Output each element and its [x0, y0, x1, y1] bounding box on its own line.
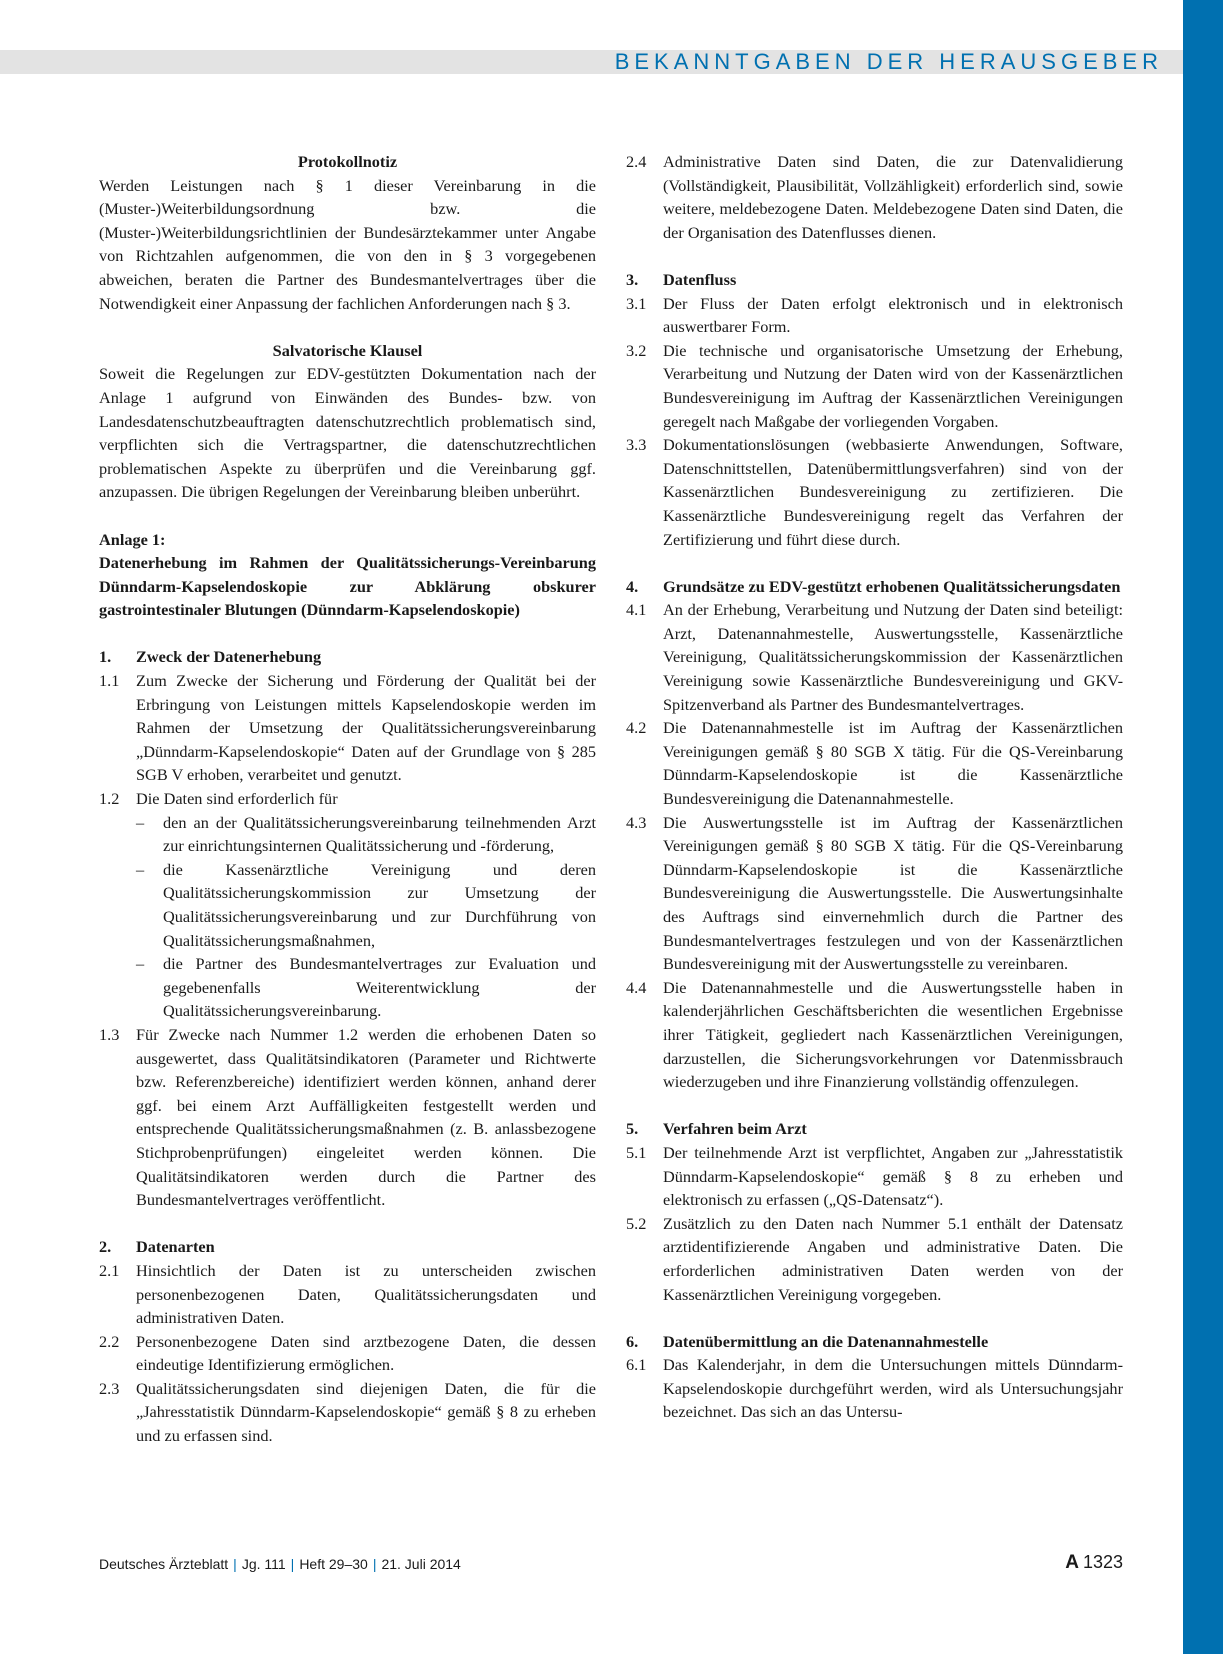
dash-list-item [99, 858, 596, 952]
section-heading [99, 1235, 596, 1259]
footer-separator: | [290, 1556, 295, 1572]
clause-item [626, 1212, 1123, 1306]
right-column [626, 150, 1123, 1424]
section-heading [99, 645, 596, 669]
section-title: Zweck der Datenerhebung [136, 647, 322, 667]
clause-text: Administrative Daten sind Daten, die zur Datenvalidierung (Vollständigkeit, Plausibilität, Vollzähligkeit) erforderlich sind, sowie weitere, meldebezogene Daten. Meldebezogene Daten sind Daten, die der Organisation des Datenflusses dienen. [663, 152, 1123, 242]
clause-text: Der Fluss der Daten erfolgt elektronisch und in elektronisch auswertbarer Form. [663, 293, 1123, 337]
page-section-header: BEKANNTGABEN DER HERAUSGEBER [614, 49, 1163, 74]
clause-number: 5.1 [626, 1142, 647, 1162]
clause-item [626, 1353, 1123, 1424]
footer-separator: | [372, 1556, 377, 1572]
clause-item [626, 150, 1123, 244]
section-heading [626, 268, 1123, 292]
clause-item [626, 339, 1123, 433]
dash-mark: – [136, 954, 145, 974]
side-color-bar [1183, 0, 1223, 1654]
section-number: 2. [99, 1237, 112, 1257]
clause-text: Qualitätssicherungsdaten sind diejenigen Daten, die für die „Jahresstatistik Dünndarm-Kapselendoskopie“ gemäß § 8 zu erheben und zu erfassen sind. [136, 1378, 596, 1446]
clause-item [99, 1259, 596, 1330]
section-title: Verfahren beim Arzt [663, 1119, 807, 1139]
footer-citation [99, 1556, 461, 1572]
clause-text: Die Auswertungsstelle ist im Auftrag der Kassenärztlichen Vereinigungen gemäß § 80 SGB X tätig. Für die QS-Vereinbarung Dünndarm-Kapselendoskopie ist die Kassenärztliche Bundesvereinigung die Auswertungsstelle. Die Auswertungsinhalte des Auftrags sind einvernehmlich durch die Partner des Bundesmantelvertrages festzulegen und von der Kassenärztlichen Bundesvereinigung mit der Auswertungsstelle zu vereinbaren. [663, 812, 1123, 974]
clause-item [626, 1141, 1123, 1212]
clause-number: 4.3 [626, 812, 647, 832]
section-number: 3. [626, 269, 639, 289]
journal-volume: Jg. 111 [241, 1556, 286, 1572]
dash-text: die Kassenärztliche Vereinigung und deren Qualitätssicherungskommission zur Umsetzung der Qualitätssicherungsvereinbarung und zur Durchführung von Qualitätssicherungsmaßnahmen, [163, 859, 596, 950]
clause-text: Zusätzlich zu den Daten nach Nummer 5.1 enthält der Datensatz arztidentifizierende Angaben und administrative Daten. Die erforderlichen administrativen Daten werden von der Kassenärztlichen Vereinigung vorgegeben. [663, 1213, 1123, 1304]
clause-item [626, 976, 1123, 1094]
clause-item [626, 433, 1123, 551]
journal-date: 21. Juli 2014 [381, 1556, 461, 1572]
journal-issue: Heft 29–30 [299, 1556, 368, 1572]
anlage-label: Anlage 1: [99, 529, 166, 549]
dash-list-item [99, 811, 596, 858]
page-number-value: 1323 [1082, 1552, 1123, 1572]
clause-number: 3.3 [626, 435, 647, 455]
dash-mark: – [136, 812, 145, 832]
clause-text: Die technische und organisatorische Umsetzung der Erhebung, Verarbeitung und Nutzung der Daten wird von der Kassenärztlichen Bundesvereinigung im Auftrag der Kassenärztlichen Vereinigungen geregelt nach Maßgabe der vorliegenden Vorgaben. [663, 340, 1123, 431]
clause-number: 1.3 [99, 1024, 120, 1044]
clause-text: Zum Zwecke der Sicherung und Förderung der Qualität bei der Erbringung von Leistungen mittels Kapselendoskopie werden im Rahmen der Umsetzung der Qualitätssicherungsvereinbarung „Dünndarm-Kapselendoskopie“ Daten auf der Grundlage von § 285 SGB V erhoben, verarbeitet und genutzt. [136, 671, 596, 785]
clause-number: 5.2 [626, 1213, 647, 1233]
clause-item [99, 1377, 596, 1448]
anlage-title: Datenerhebung im Rahmen der Qualitätssicherungs-Vereinbarung Dünndarm-Kapselendoskopie zur Abklärung obskurer gastrointestinaler Blutungen (Dünndarm-Kapselendoskopie) [99, 553, 596, 620]
journal-name: Deutsches Ärzteblatt [99, 1556, 229, 1572]
salvatorische-klausel-text: Soweit die Regelungen zur EDV-gestützten Dokumentation nach der Anlage 1 aufgrund von Einwänden des Bundes- bzw. von Landesdatenschutzbeauftragten datenschutzrechtlich problematisch sind, verpflichten sich die Vertragspartner, die datenschutzrechtlichen problematischen Aspekte zu überprüfen und die Vereinbarung ggf. anzupassen. Die übrigen Regelungen der Vereinbarung bleiben unberührt. [99, 364, 596, 502]
clause-text: Die Daten sind erforderlich für [136, 789, 338, 809]
section-heading [626, 1117, 1123, 1141]
page-prefix: A [1065, 1552, 1079, 1573]
clause-item [99, 1330, 596, 1377]
clause-text: Der teilnehmende Arzt ist verpflichtet, Angaben zur „Jahresstatistik Dünndarm-Kapselendoskopie“ gemäß § 8 zu erheben und elektronisch zu erfassen („QS-Datensatz“). [663, 1142, 1123, 1210]
section-title: Datenarten [136, 1237, 215, 1257]
clause-text: Dokumentationslösungen (webbasierte Anwendungen, Software, Datenschnittstellen, Datenübermittlungsverfahren) sind von der Kassenärztlichen Bundesvereinigung zu zertifizieren. Die Kassenärztliche Bundesvereinigung regelt das Verfahren der Zertifizierung und führt diese durch. [663, 435, 1123, 549]
clause-number: 1.1 [99, 671, 120, 691]
clause-item [626, 292, 1123, 339]
clause-item [626, 716, 1123, 810]
dash-list-item [99, 952, 596, 1023]
dash-text: die Partner des Bundesmantelvertrages zur Evaluation und gegebenenfalls Weiterentwicklung der Qualitätssicherungsvereinbarung. [163, 954, 596, 1021]
section-title: Datenfluss [663, 269, 737, 289]
section-number: 5. [626, 1119, 639, 1139]
clause-text: An der Erhebung, Verarbeitung und Nutzung der Daten sind beteiligt: Arzt, Datenannahmestelle, Auswertungsstelle, Kassenärztliche Vereinigung, Qualitätssicherungskommission der Kassenärztlichen Vereinigung sowie Kassenärztliche Bundesvereinigung und GKV-Spitzenverband als Partner des Bundesmantelvertrages. [663, 600, 1123, 714]
clause-number: 2.1 [99, 1260, 120, 1280]
clause-text: Hinsichtlich der Daten ist zu unterscheiden zwischen personenbezogenen Daten, Qualitätssicherungsdaten und administrativen Daten. [136, 1260, 596, 1328]
clause-item [626, 598, 1123, 716]
section-heading [626, 575, 1123, 599]
dash-mark: – [136, 859, 145, 879]
clause-number: 2.2 [99, 1331, 120, 1351]
clause-item [626, 811, 1123, 976]
clause-number: 3.2 [626, 340, 647, 360]
clause-number: 6.1 [626, 1355, 647, 1375]
clause-text: Für Zwecke nach Nummer 1.2 werden die erhobenen Daten so ausgewertet, dass Qualitätsindikatoren (Parameter und Richtwerte bzw. Referenzbereiche) identifiziert werden können, anhand derer ggf. bei einem Arzt Auffälligkeiten festgestellt werden und entsprechende Qualitätssicherungsmaßnahmen (z. B. anlassbezogene Stichprobenprüfungen) eingeleitet werden können. Die Qualitätsindikatoren werden durch die Partner des Bundesmantelvertrages veröffentlicht. [136, 1024, 596, 1210]
footer-separator: | [233, 1556, 237, 1572]
section-number: 1. [99, 647, 112, 667]
clause-item [99, 787, 596, 811]
clause-number: 2.3 [99, 1378, 120, 1398]
clause-text: Die Datenannahmestelle ist im Auftrag der Kassenärztlichen Vereinigungen gemäß § 80 SGB X tätig. Für die QS-Vereinbarung Dünndarm-Kapselendoskopie ist die Kassenärztliche Bundesvereinigung die Datenannahmestelle. [663, 718, 1123, 809]
salvatorische-klausel-title: Salvatorische Klausel [272, 340, 423, 360]
dash-text: den an der Qualitätssicherungsvereinbarung teilnehmenden Arzt zur einrichtungsinternen Qualitätssicherung und -förderung, [163, 812, 596, 856]
clause-number: 4.2 [626, 718, 647, 738]
section-title: Grundsätze zu EDV-gestützt erhobenen Qualitätssicherungsdaten [663, 576, 1121, 596]
page-number [1065, 1552, 1123, 1574]
section-number: 4. [626, 576, 639, 596]
clause-number: 2.4 [626, 152, 647, 171]
clause-text: Personenbezogene Daten sind arztbezogene Daten, die dessen eindeutige Identifizierung ermöglichen. [136, 1331, 596, 1375]
clause-number: 1.2 [99, 789, 120, 809]
clause-number: 4.1 [626, 600, 647, 620]
clause-item [99, 1023, 596, 1212]
protokollnotiz-title: Protokollnotiz [297, 152, 398, 171]
left-column [99, 150, 596, 1448]
clause-text: Die Datenannahmestelle und die Auswertungsstelle haben in kalenderjährlichen Geschäftsberichten die wesentlichen Ergebnisse ihrer Tätigkeit, gegliedert nach Kassenärztlichen Vereinigungen, darzustellen, die Sicherungsvorkehrungen vor Datenmissbrauch wiederzugeben und ihre Finanzierung vollständig offenzulegen. [663, 977, 1123, 1092]
section-title: Datenübermittlung an die Datenannahmestelle [663, 1331, 989, 1351]
clause-text: Das Kalenderjahr, in dem die Untersuchungen mittels Dünndarm-Kapselendoskopie durchgeführt werden, wird als Untersuchungsjahr bezeichnet. Das sich an das Untersu- [663, 1355, 1123, 1422]
protokollnotiz-text: Werden Leistungen nach § 1 dieser Vereinbarung in die (Muster-)Weiterbildungsordnung bzw. die (Muster-)Weiterbildungsrichtlinien der Bundesärztekammer unter Angabe von Richtzahlen aufgenommen, die von den in § 3 vorgegebenen abweichen, beraten die Partner des Bundesmantelvertrages über die Notwendigkeit einer Anpassung der fachlichen Anforderungen nach § 3. [99, 175, 596, 313]
section-number: 6. [626, 1331, 639, 1351]
clause-number: 3.1 [626, 293, 647, 313]
section-heading [626, 1330, 1123, 1354]
clause-number: 4.4 [626, 977, 647, 997]
clause-item [99, 669, 596, 787]
